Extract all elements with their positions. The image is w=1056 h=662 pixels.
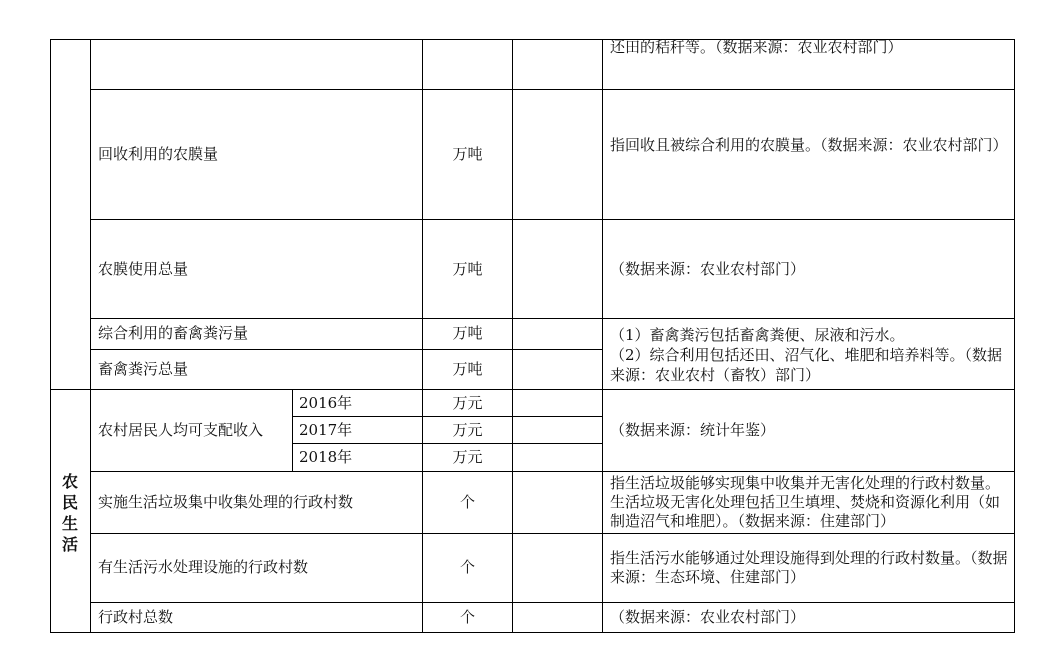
table-line: [292, 416, 602, 417]
indicator-cell: 农村居民人均可支配收入: [98, 421, 264, 439]
unit-cell: 万元: [452, 394, 483, 412]
category-label: [50, 471, 90, 555]
unit-cell: 个: [459, 608, 475, 626]
indicator-cell: 综合利用的畜禽粪污量: [98, 324, 249, 342]
table-line: [292, 389, 293, 472]
table-line: [602, 39, 603, 633]
unit-cell: 万吨: [452, 324, 483, 342]
indicator-cell: 回收利用的农膜量: [98, 145, 219, 163]
category-text: 农民生活: [61, 472, 78, 554]
unit-cell: 万吨: [452, 260, 483, 278]
unit-cell: 万吨: [452, 145, 483, 163]
table-line: [292, 443, 602, 444]
table-line: [1014, 39, 1015, 633]
note-cell: （数据来源：农业农村部门）: [610, 608, 806, 626]
note-cell: 指生活污水能够通过处理设施得到处理的行政村数量。（数据来源：生态环境、住建部门）: [610, 549, 1008, 586]
table-line: [50, 389, 1015, 390]
table-line: [90, 349, 602, 350]
table-line: [90, 318, 1015, 319]
note-cell: （数据来源：统计年鉴）: [610, 421, 776, 439]
table-line: [90, 89, 1015, 90]
unit-cell: 个: [459, 558, 475, 576]
note-cell: （数据来源：农业农村部门）: [610, 260, 806, 278]
note-cell: 还田的秸秆等。（数据来源：农业农村部门）: [610, 38, 903, 56]
indicator-cell: 畜禽粪污总量: [98, 360, 189, 378]
unit-cell: 万元: [452, 448, 483, 466]
livestock-note: （1）畜禽粪污包括畜禽粪便、尿液和污水。 （2）综合利用包括还田、沼气化、堆肥和培养料等。（数据来源：农业农村（畜牧）部门）: [610, 326, 1003, 384]
indicator-cell: 行政村总数: [98, 608, 174, 626]
table-line: [90, 533, 1015, 534]
table-line: [90, 39, 91, 633]
year-cell: 2018年: [299, 448, 353, 466]
table-line: [90, 471, 1015, 472]
table-line: [512, 39, 513, 633]
indicator-cell: 实施生活垃圾集中收集处理的行政村数: [98, 493, 354, 511]
table-line: [90, 219, 1015, 220]
year-cell: 2016年: [299, 394, 353, 412]
note-cell: 指回收且被综合利用的农膜量。（数据来源：农业农村部门）: [610, 136, 1008, 154]
unit-cell: 万元: [452, 421, 483, 439]
year-cell: 2017年: [299, 421, 353, 439]
table-line: [50, 632, 1015, 633]
note-cell: 指生活垃圾能够实现集中收集并无害化处理的行政村数量。生活垃圾无害化处理包括卫生填埋、焚烧和资源化利用（如制造沼气和堆肥）。（数据来源：住建部门）: [610, 474, 1001, 530]
unit-cell: 个: [459, 493, 475, 511]
unit-cell: 万吨: [452, 360, 483, 378]
table-line: [90, 602, 1015, 603]
indicator-cell: 有生活污水处理设施的行政村数: [98, 558, 309, 576]
indicator-cell: 农膜使用总量: [98, 260, 189, 278]
